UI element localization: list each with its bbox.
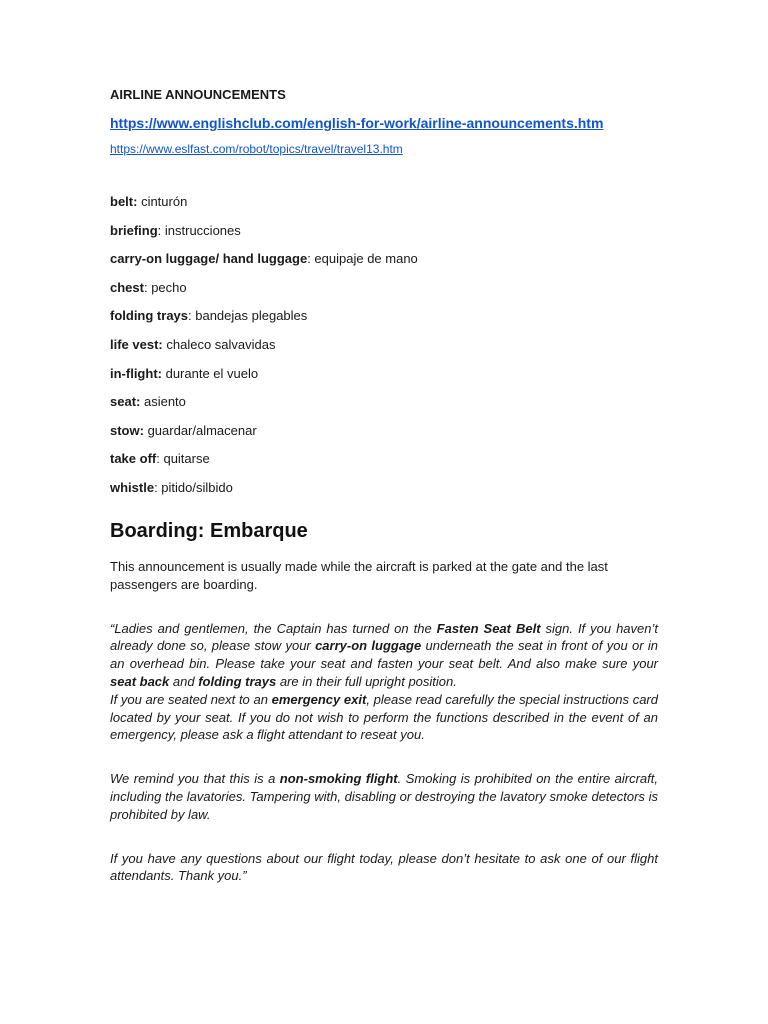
glossary-definition: asiento [140, 394, 186, 410]
glossary-item [110, 336, 658, 365]
glossary-item [110, 393, 658, 422]
text-run: “Ladies and gentlemen, the Captain has turned on the [110, 620, 437, 636]
glossary-definition: : bandejas plegables [188, 308, 308, 324]
section-heading-boarding: Boarding: Embarque [110, 519, 308, 542]
glossary-term: seat: [110, 394, 141, 410]
glossary-item [110, 422, 658, 451]
bold-term: Fasten Seat Belt [436, 620, 541, 636]
glossary-item [110, 222, 658, 251]
glossary-term: take off [110, 451, 157, 467]
glossary-definition: : instrucciones [157, 222, 241, 238]
text-run: , please read carefully the special instructions card located by your seat. If you do not wish to perform the functions described in the event of an emergency, please ask a flight attendant to reseat you. [110, 691, 658, 743]
boarding-intro: This announcement is usually made while the aircraft is parked at the gate and the last passengers are boarding. [110, 558, 608, 592]
glossary-term: in-flight: [110, 365, 162, 381]
bold-term: emergency exit [271, 691, 367, 707]
glossary-term: chest [110, 279, 144, 295]
announcement-paragraph-1 [110, 620, 658, 745]
glossary-item [110, 250, 658, 279]
englishclub-link[interactable]: https://www.englishclub.com/english-for-work/airline-announcements.htm [110, 115, 604, 131]
text-run: underneath the seat in front of you or in an overhead bin. Please take your seat and fasten your seat belt. And also make sure your [110, 638, 659, 672]
bold-term: folding trays [198, 673, 277, 689]
glossary-definition: cinturón [137, 194, 188, 209]
document-content [110, 86, 658, 898]
glossary-term: carry-on luggage/ hand luggage [110, 251, 308, 267]
bold-term: seat back [110, 673, 170, 689]
glossary-definition: guardar/almacenar [143, 422, 257, 438]
glossary-item [110, 279, 658, 308]
bold-term: carry-on luggage [315, 638, 422, 654]
glossary-term: belt: [110, 194, 138, 209]
glossary-term: whistle [110, 479, 155, 495]
glossary-definition: chaleco salvavidas [162, 336, 276, 352]
glossary-item [110, 193, 658, 222]
document-title: AIRLINE ANNOUNCEMENTS [110, 87, 286, 102]
glossary-definition: : pecho [143, 279, 187, 295]
glossary-term: life vest: [110, 336, 163, 352]
announcement-paragraph-2 [110, 770, 658, 823]
glossary-definition: : pitido/silbido [154, 479, 233, 495]
text-run: sign. If you haven’t already done so, please stow your [110, 620, 658, 654]
glossary-item [110, 450, 658, 479]
glossary-term: folding trays [110, 308, 189, 324]
bold-term: non-smoking flight [279, 771, 398, 787]
text-run: are in their full upright position. [276, 673, 457, 689]
text-run: If you are seated next to an [110, 691, 272, 707]
glossary-item [110, 479, 658, 508]
glossary-term: briefing [110, 222, 158, 238]
eslfast-link[interactable]: https://www.eslfast.com/robot/topics/travel/travel13.htm [110, 142, 403, 156]
text-run: We remind you that this is a [110, 771, 280, 787]
announcement-paragraph-3: If you have any questions about our flight today, please don’t hesitate to ask one of our flight attendants. Thank you.” [110, 850, 658, 884]
glossary-item [110, 365, 658, 394]
text-run: and [169, 673, 199, 689]
text-run: . Smoking is prohibited on the entire aircraft, including the lavatories. Tampering with, disabling or destroying the lavatory smoke detectors is prohibited by law. [110, 771, 658, 822]
glossary-definition: : equipaje de mano [307, 251, 418, 267]
glossary-term: stow: [110, 422, 144, 438]
glossary-item [110, 307, 658, 336]
glossary-definition: : quitarse [156, 451, 210, 467]
glossary-list [110, 193, 658, 508]
glossary-definition: durante el vuelo [161, 365, 259, 381]
